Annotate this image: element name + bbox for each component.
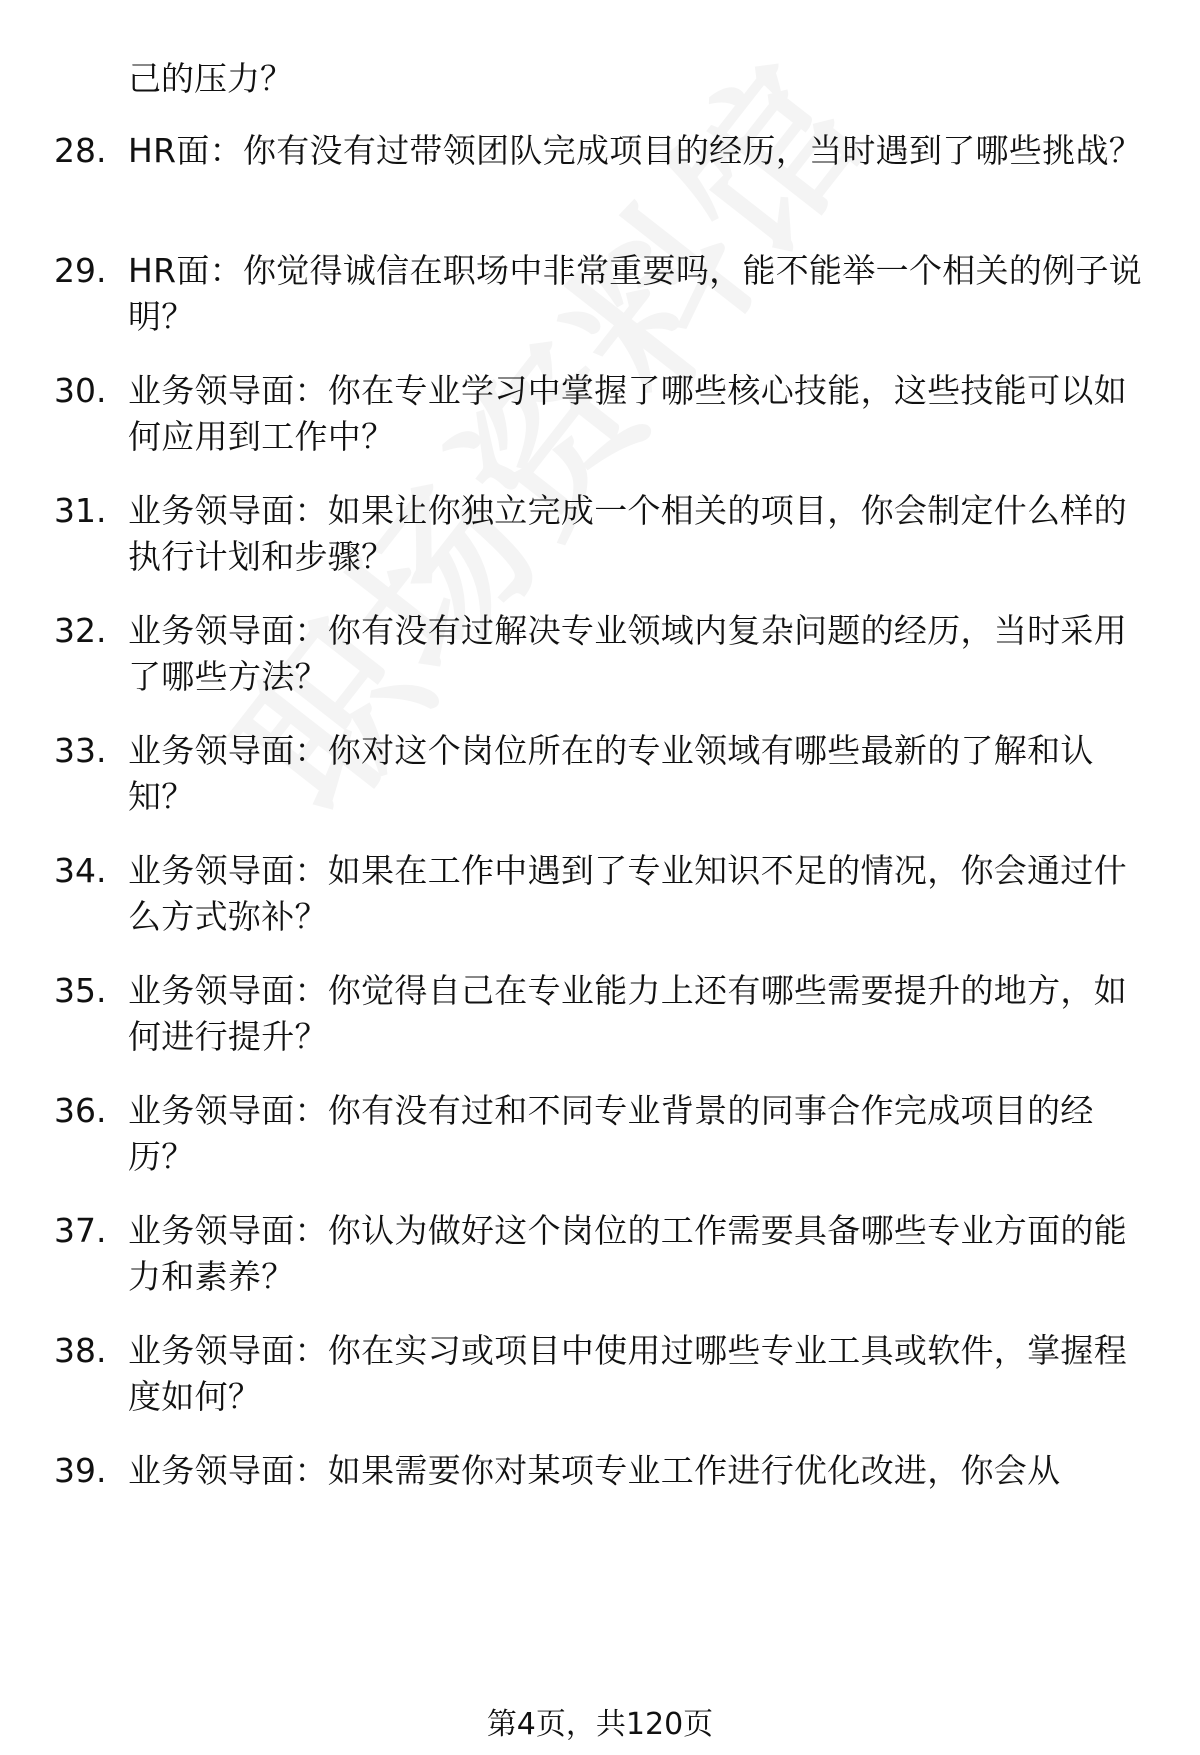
question-text: 业务领导面：你在专业学习中掌握了哪些核心技能，这些技能可以如何应用到工作中？ bbox=[128, 371, 1127, 456]
question-number: 35. bbox=[54, 971, 107, 1010]
question-text: 业务领导面：你认为做好这个岗位的工作需要具备哪些专业方面的能力和素养？ bbox=[128, 1211, 1127, 1296]
question-text: 业务领导面：你在实习或项目中使用过哪些专业工具或软件，掌握程度如何？ bbox=[128, 1331, 1127, 1416]
question-number: 39. bbox=[54, 1451, 107, 1490]
question-number: 31. bbox=[54, 491, 107, 530]
question-number: 28. bbox=[54, 131, 107, 170]
question-text: 业务领导面：如果在工作中遇到了专业知识不足的情况，你会通过什么方式弥补？ bbox=[128, 851, 1127, 936]
page-footer: 第4页，共120页 bbox=[486, 1707, 714, 1742]
question-text: 业务领导面：你对这个岗位所在的专业领域有哪些最新的了解和认知？ bbox=[128, 731, 1094, 816]
question-number: 32. bbox=[54, 611, 107, 650]
continued-question-text: 己的压力？ bbox=[128, 59, 293, 98]
question-number: 38. bbox=[54, 1331, 107, 1370]
question-number: 33. bbox=[54, 731, 107, 770]
question-number: 30. bbox=[54, 371, 107, 410]
question-text: 业务领导面：如果需要你对某项专业工作进行优化改进，你会从 bbox=[128, 1451, 1061, 1490]
question-number: 37. bbox=[54, 1211, 107, 1250]
question-text: HR面：你有没有过带领团队完成项目的经历，当时遇到了哪些挑战？ bbox=[128, 131, 1143, 170]
question-text: 业务领导面：你觉得自己在专业能力上还有哪些需要提升的地方，如何进行提升？ bbox=[128, 971, 1127, 1056]
question-number: 34. bbox=[54, 851, 107, 890]
question-number: 36. bbox=[54, 1091, 107, 1130]
question-text: 业务领导面：你有没有过解决专业领域内复杂问题的经历，当时采用了哪些方法？ bbox=[128, 611, 1127, 696]
question-text: HR面：你觉得诚信在职场中非常重要吗，能不能举一个相关的例子说明？ bbox=[128, 251, 1143, 336]
question-text: 业务领导面：你有没有过和不同专业背景的同事合作完成项目的经历？ bbox=[128, 1091, 1094, 1176]
question-text: 业务领导面：如果让你独立完成一个相关的项目，你会制定什么样的执行计划和步骤？ bbox=[128, 491, 1127, 576]
question-number: 29. bbox=[54, 251, 107, 290]
